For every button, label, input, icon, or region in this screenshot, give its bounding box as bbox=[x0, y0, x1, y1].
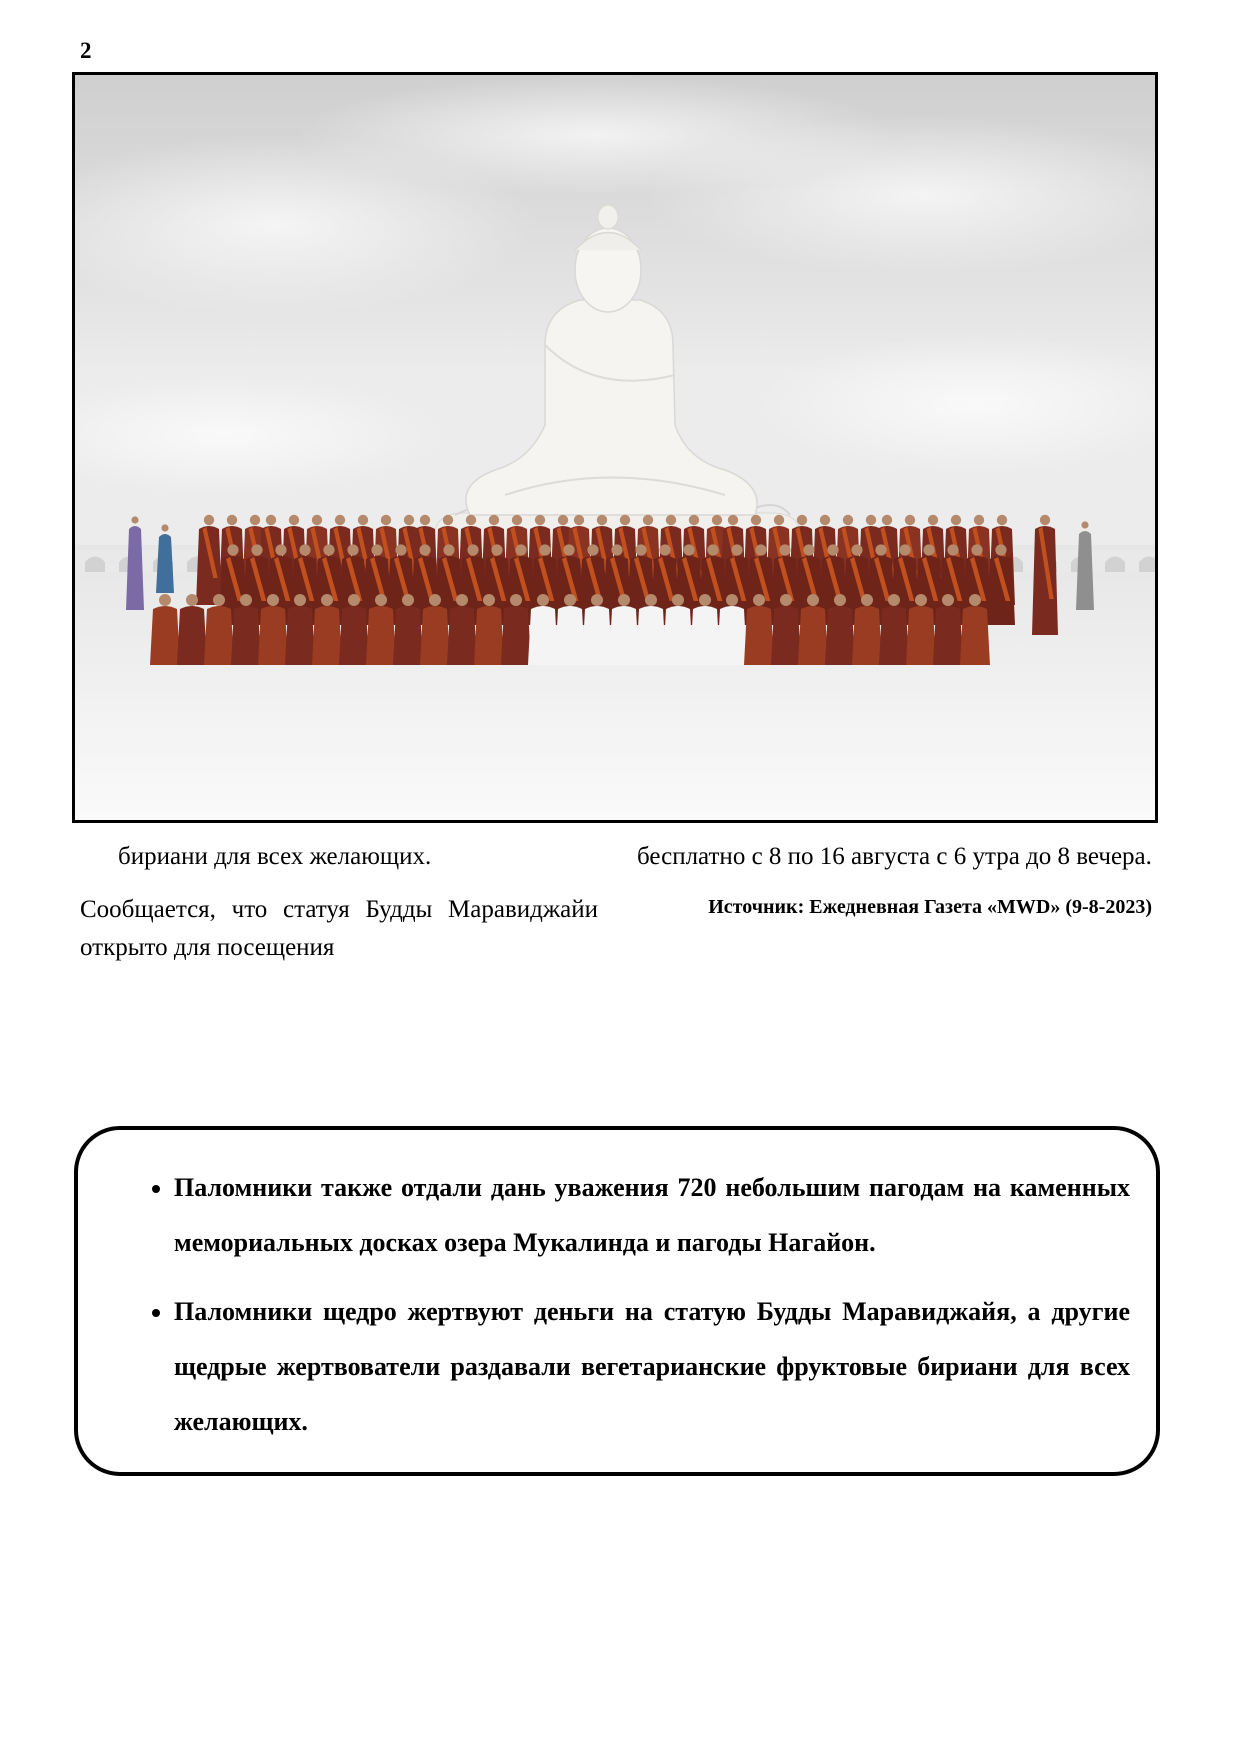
article-paragraph: Сообщается, что статуя Будды Маравиджайи открыто для посещения bbox=[80, 896, 598, 961]
article-right-column bbox=[637, 838, 1152, 920]
page-number: 2 bbox=[80, 38, 92, 63]
article-left-column bbox=[80, 838, 598, 967]
summary-list bbox=[134, 1160, 1130, 1449]
article-paragraph: бириани для всех желающих. bbox=[118, 843, 432, 870]
summary-box bbox=[74, 1126, 1160, 1476]
source-citation: Источник: Ежедневная Газета «MWD» (9-8-2023) bbox=[708, 896, 1152, 918]
photo-figure bbox=[72, 72, 1158, 823]
buddha-statue-photo bbox=[75, 75, 1155, 820]
summary-bullet: • Паломники также отдали дань уважения 720 небольшим пагодам на каменных мемориальных досках озера Мукалинда и пагоды Нагайон. bbox=[174, 1160, 1130, 1270]
article-paragraph: бесплатно с 8 по 16 августа с 6 утра до 8 вечера. bbox=[637, 843, 1152, 870]
summary-bullet: • Паломники щедро жертвуют деньги на статую Будды Маравиджайя, а другие щедрые жертвователи раздавали вегетарианские фруктовые бириани для всех желающих. bbox=[174, 1284, 1130, 1449]
